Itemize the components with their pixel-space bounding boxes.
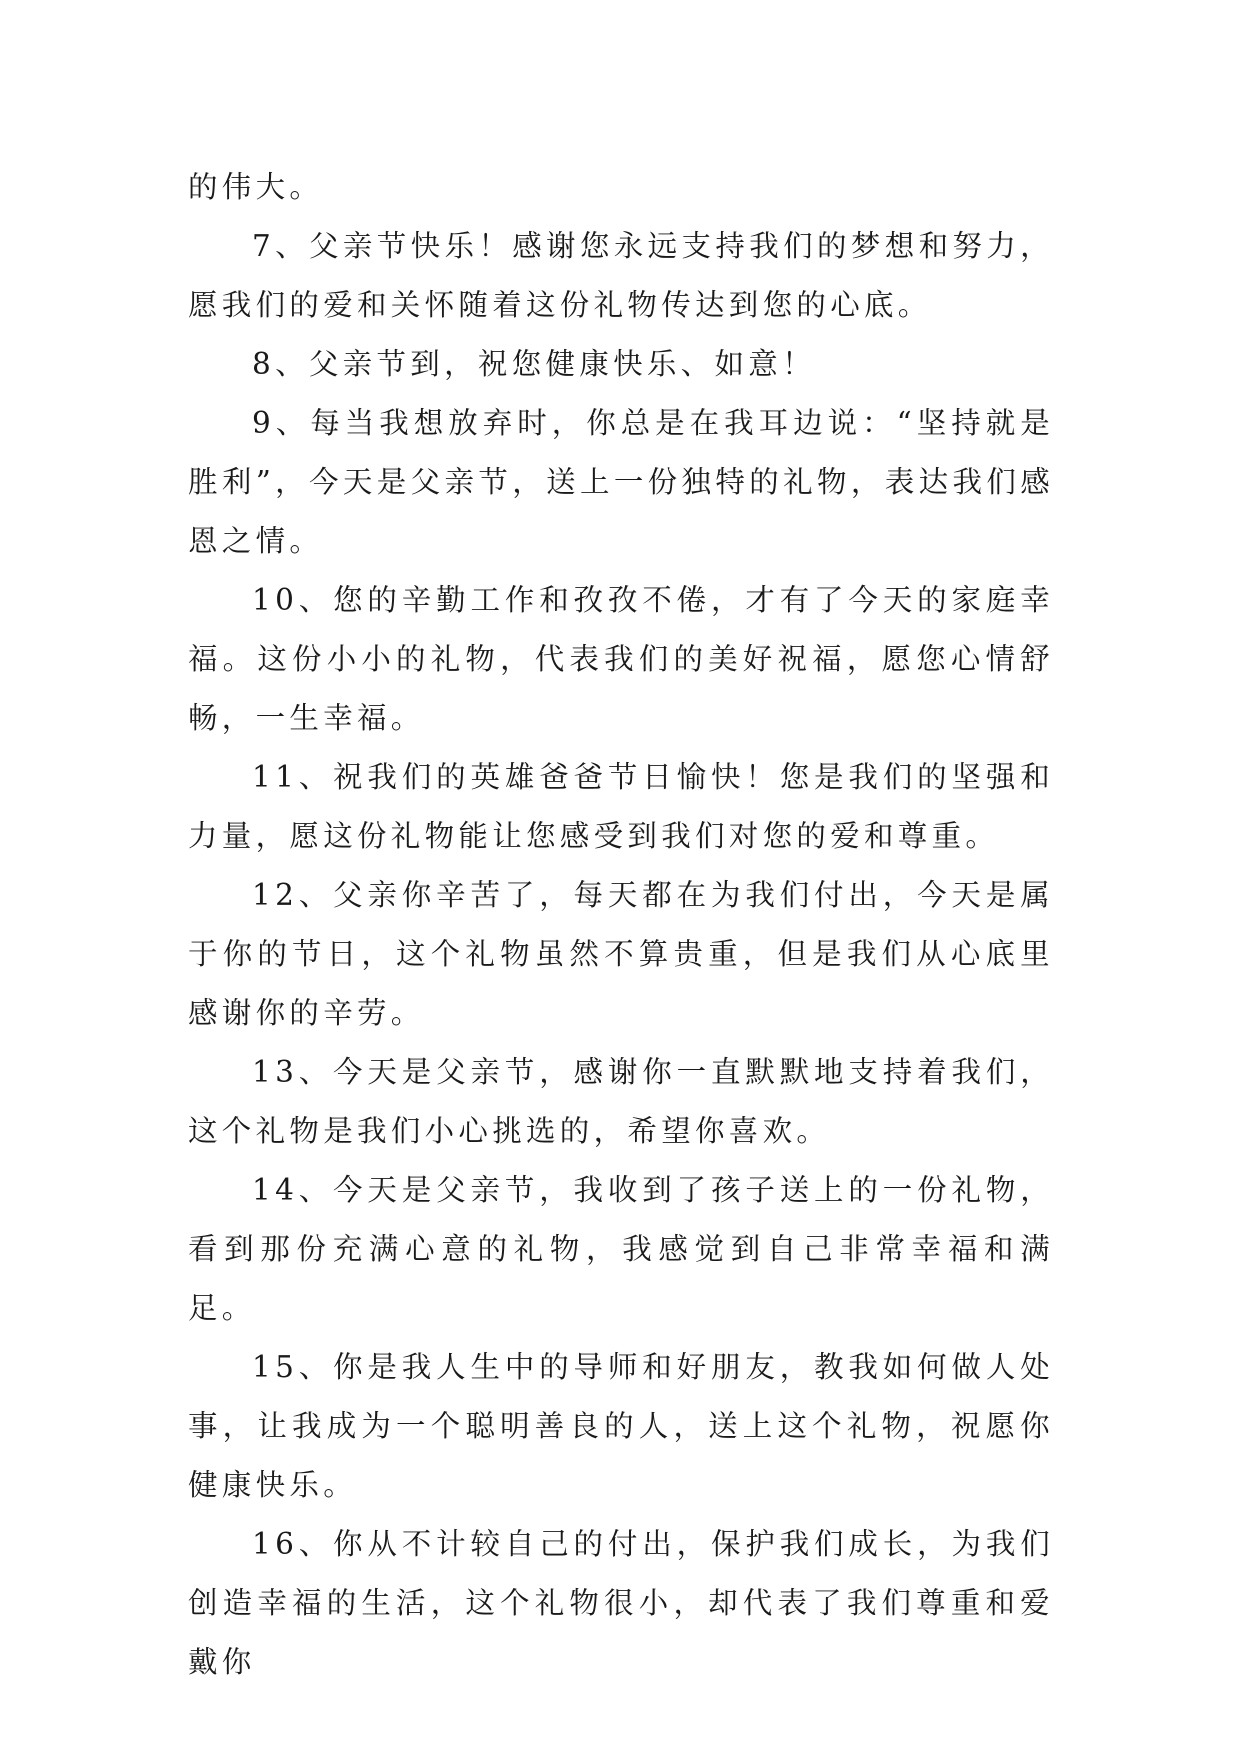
paragraph-item-7: 7、父亲节快乐！感谢您永远支持我们的梦想和努力，愿我们的爱和关怀随着这份礼物传达到您的心底。 bbox=[188, 229, 1054, 322]
paragraph-item-10: 10、您的辛勤工作和孜孜不倦，才有了今天的家庭幸福。这份小小的礼物，代表我们的美好祝福，愿您心情舒畅，一生幸福。 bbox=[188, 583, 1054, 735]
document-body bbox=[188, 158, 1054, 1692]
paragraph-item-13: 13、今天是父亲节，感谢你一直默默地支持着我们，这个礼物是我们小心挑选的，希望你喜欢。 bbox=[188, 1055, 1054, 1148]
paragraph-item-9: 9、每当我想放弃时，你总是在我耳边说：“坚持就是胜利”，今天是父亲节，送上一份独特的礼物，表达我们感恩之情。 bbox=[188, 406, 1054, 558]
paragraph-continuation: 的伟大。 bbox=[188, 170, 324, 204]
paragraph-item-11: 11、祝我们的英雄爸爸节日愉快！您是我们的坚强和力量，愿这份礼物能让您感受到我们对您的爱和尊重。 bbox=[188, 760, 1054, 853]
paragraph-item-15: 15、你是我人生中的导师和好朋友，教我如何做人处事，让我成为一个聪明善良的人，送上这个礼物，祝愿你健康快乐。 bbox=[188, 1350, 1054, 1502]
paragraph-item-8: 8、父亲节到，祝您健康快乐、如意！ bbox=[252, 347, 816, 381]
paragraph-item-14: 14、今天是父亲节，我收到了孩子送上的一份礼物，看到那份充满心意的礼物，我感觉到自己非常幸福和满足。 bbox=[188, 1173, 1054, 1325]
paragraph-item-12: 12、父亲你辛苦了，每天都在为我们付出，今天是属于你的节日，这个礼物虽然不算贵重，但是我们从心底里感谢你的辛劳。 bbox=[188, 878, 1054, 1030]
paragraph-item-16: 16、你从不计较自己的付出，保护我们成长，为我们创造幸福的生活，这个礼物很小，却代表了我们尊重和爱戴你 bbox=[188, 1527, 1054, 1679]
